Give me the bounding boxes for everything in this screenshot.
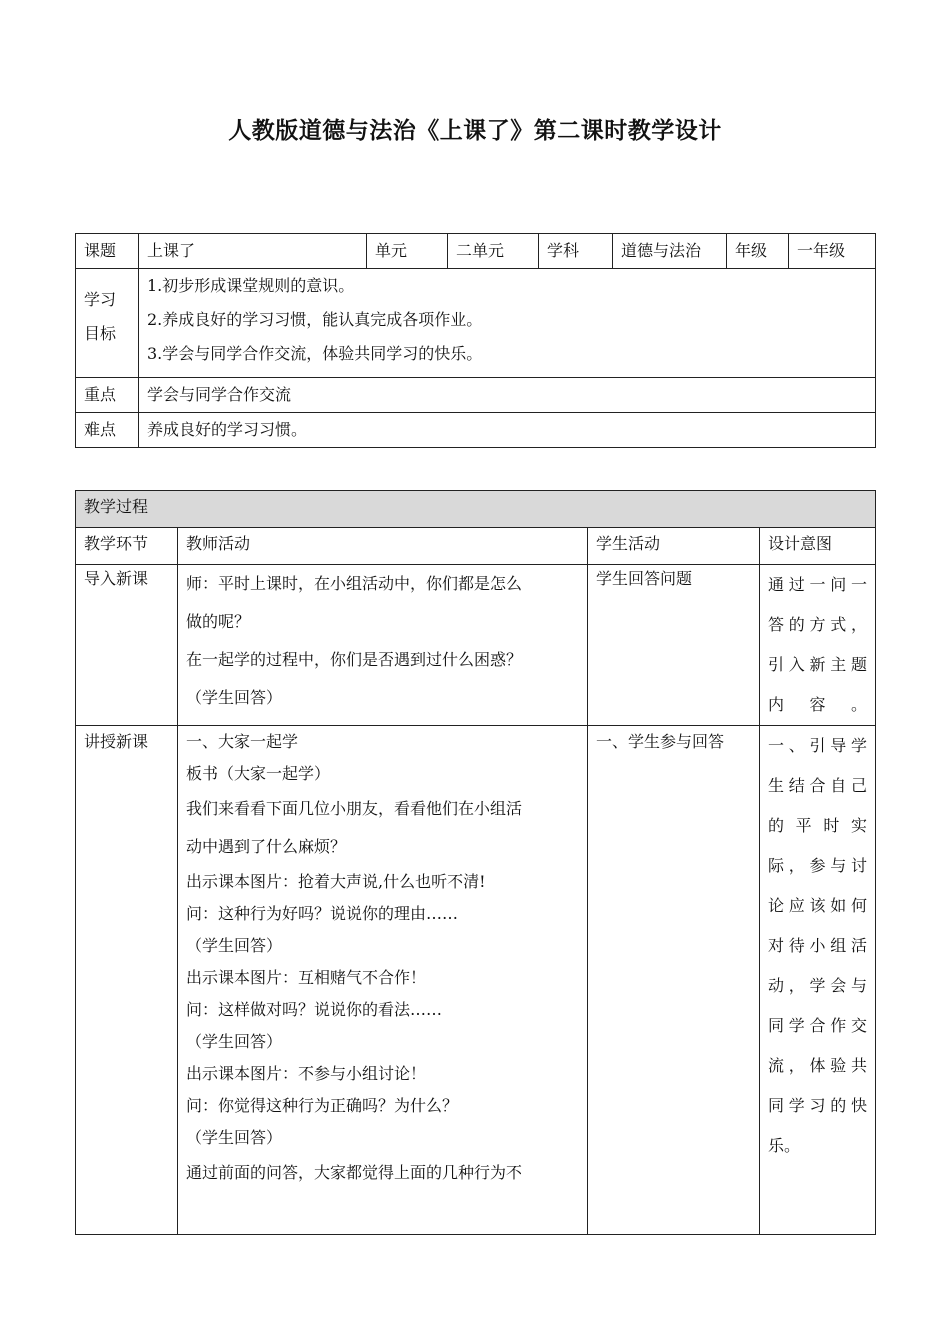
design-line: 一、引导学 [768,736,868,755]
topic-label: 课题 [76,234,139,269]
grade-label: 年级 [727,234,789,269]
difficulty-value: 养成良好的学习习惯。 [139,413,876,448]
teacher-line: 问：这样做对吗？说说你的看法…… [186,1000,443,1019]
topic-value: 上课了 [139,234,367,269]
subject-label: 学科 [539,234,613,269]
teacher-line: 板书（大家一起学） [186,764,331,783]
teacher-cell [178,565,588,726]
teacher-line: 一、大家一起学 [186,732,299,751]
column-header-row [76,528,876,565]
design-line: 对待小组活 [768,936,868,955]
teacher-line: 我们来看看下面几位小朋友，看看他们在小组活 [186,799,523,818]
teacher-line: （学生回答） [186,936,283,955]
process-header: 教学过程 [76,491,876,528]
teacher-line: 问：这种行为好吗？说说你的理由…… [186,904,459,923]
unit-label: 单元 [367,234,448,269]
info-row-goals [76,269,876,378]
design-cell [760,726,876,1235]
design-line: 通过一问一 [768,575,868,594]
stage-cell: 导入新课 [76,565,178,726]
teacher-line: 师：平时上课时，在小组活动中，你们都是怎么 [186,574,523,593]
teacher-line: 通过前面的问答，大家都觉得上面的几种行为不 [186,1163,523,1182]
info-row-difficulty [76,413,876,448]
teacher-line: 在一起学的过程中，你们是否遇到过什么困惑？ [186,650,523,669]
design-line: 引入新主题 [768,655,868,674]
teacher-line: 做的呢？ [186,612,251,631]
process-row-new-lesson [76,726,876,1235]
goals-content [139,269,876,378]
unit-value: 二单元 [448,234,539,269]
design-line: 生结合自己 [768,776,868,795]
design-line: 流，体验共 [768,1056,868,1075]
design-line: 答的方式， [768,615,868,634]
lesson-info-table [75,233,876,448]
page-title: 人教版道德与法治《上课了》第二课时教学设计 [228,118,722,144]
col-stage-header: 教学环节 [76,528,178,565]
student-cell: 学生回答问题 [588,565,760,726]
teacher-cell [178,726,588,1235]
design-line: 动，学会与 [768,976,868,995]
key-value: 学会与同学合作交流 [139,378,876,413]
goal-item: 2.养成良好的学习习惯，能认真完成各项作业。 [147,310,483,329]
design-line: 同学合作交 [768,1016,868,1035]
teaching-process-table [75,490,876,1235]
subject-value: 道德与法治 [613,234,727,269]
student-cell: 一、学生参与回答 [588,726,760,1235]
teacher-line: 问：你觉得这种行为正确吗？为什么？ [186,1096,459,1115]
design-cell [760,565,876,726]
teacher-line: （学生回答） [186,1032,283,1051]
grade-value: 一年级 [789,234,876,269]
info-row-key [76,378,876,413]
goals-label-line-1: 学习 [84,290,117,309]
difficulty-label: 难点 [76,413,139,448]
design-line: 乐。 [768,1136,801,1155]
goals-label-line-2: 目标 [84,324,117,343]
info-row-topic [76,234,876,269]
goals-label [76,269,139,378]
teacher-line: 出示课本图片：不参与小组讨论！ [186,1064,427,1083]
key-label: 重点 [76,378,139,413]
teacher-line: 出示课本图片：互相赌气不合作！ [186,968,427,987]
design-line: 内容。 [768,695,868,714]
goal-item: 3.学会与同学合作交流，体验共同学习的快乐。 [147,344,483,363]
design-line: 际，参与讨 [768,856,868,875]
design-line: 同学习的快 [768,1096,868,1115]
process-header-row [76,491,876,528]
teacher-line: 出示课本图片：抢着大声说,什么也听不清! [186,872,486,891]
teacher-line: 动中遇到了什么麻烦？ [186,837,347,856]
process-row-intro [76,565,876,726]
teacher-line: （学生回答） [186,688,283,707]
design-line: 的平时实 [768,816,868,835]
goal-item: 1.初步形成课堂规则的意识。 [147,276,355,295]
teacher-line: （学生回答） [186,1128,283,1147]
stage-cell: 讲授新课 [76,726,178,1235]
col-student-header: 学生活动 [588,528,760,565]
col-teacher-header: 教师活动 [178,528,588,565]
design-line: 论应该如何 [768,896,868,915]
col-design-header: 设计意图 [760,528,876,565]
